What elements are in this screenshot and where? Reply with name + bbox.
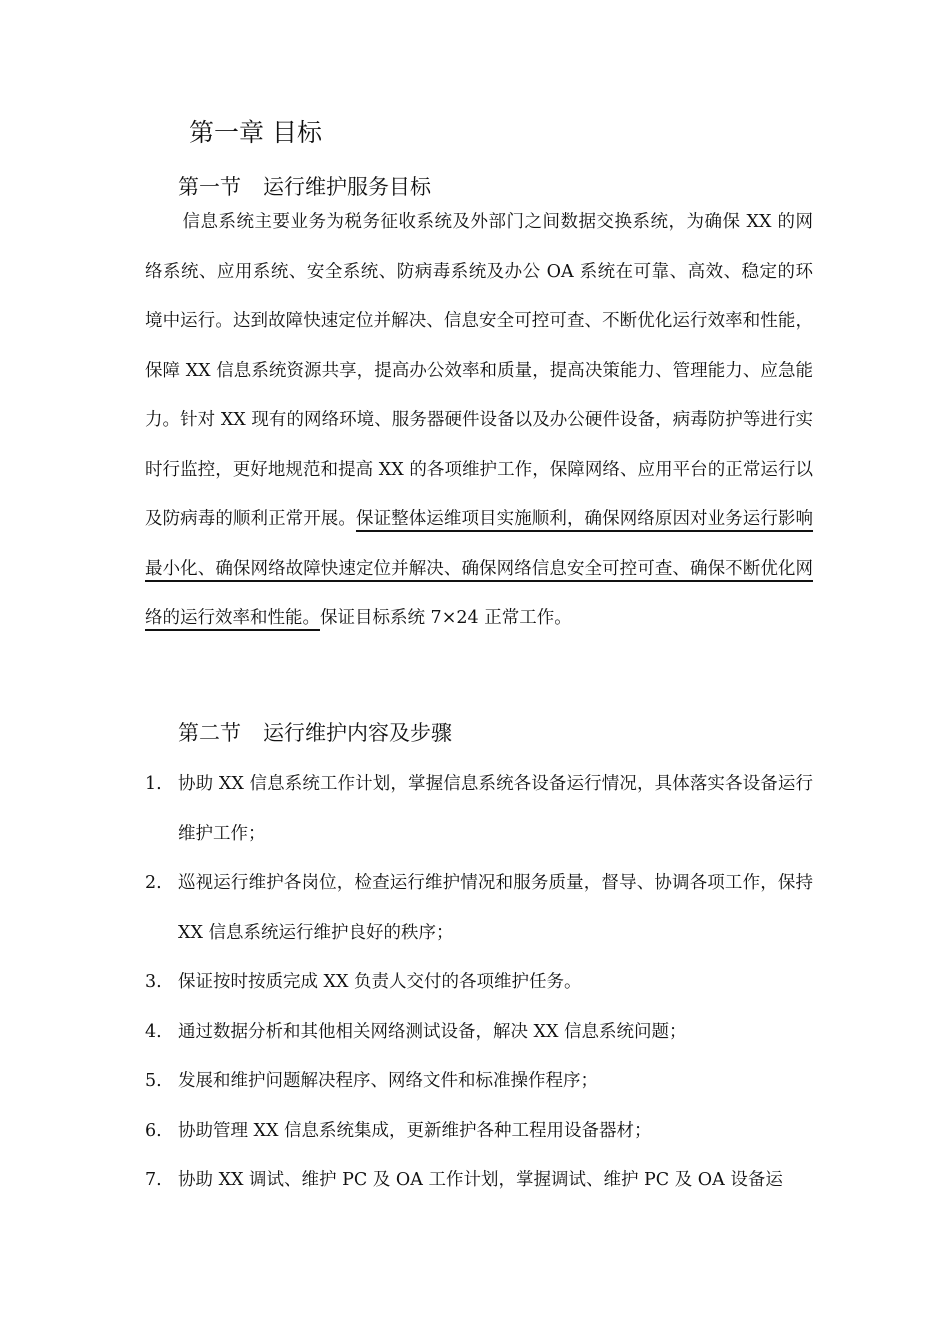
list-item-text: 发展和维护问题解决程序、网络文件和标准操作程序； [178, 1071, 598, 1091]
maintenance-steps-list [145, 760, 813, 1206]
list-item [145, 1107, 813, 1157]
section-1-title: 运行维护服务目标 [263, 175, 431, 199]
list-item-text: 巡视运行维护各岗位，检查运行维护情况和服务质量，督导、协调各项工作，保持 XX 信息系统运行维护良好的秩序； [178, 873, 813, 943]
section-2-heading [178, 716, 452, 750]
list-item-number: 4. [145, 1021, 162, 1042]
list-item-text: 保证按时按质完成 XX 负责人交付的各项维护任务。 [178, 972, 582, 992]
list-item [145, 859, 813, 958]
section-1-number: 第一节 [178, 175, 241, 199]
list-item-number: 1. [145, 774, 162, 794]
list-item-text: 协助管理 XX 信息系统集成，更新维护各种工程用设备器材； [178, 1120, 652, 1141]
list-item-number: 5. [145, 1071, 162, 1091]
chapter-title: 第一章 目标 [189, 118, 322, 147]
list-item-number: 2. [145, 873, 162, 893]
paragraph-text: 信息系统主要业务为税务征收系统及外部门之间数据交换系统，为确保 XX 的网络系统、应用系统、安全系统、防病毒系统及办公 OA 系统在可靠、高效、稳定的环境中运行。达到故障快速定位并解决、信息安全可控可查、不断优化运行效率和性能，保障 XX 信息系统资源共享，提高办公效率和质量，提高决策能力、管理能力、应急能力。针对 XX 现有的网络环境、服务器硬件设备以及办公硬件设备，病毒防护等进行实时行监控，更好地规范和提高 XX 的各项维护工作，保障网络、应用平台的正常运行以及防病毒的顺利正常开展。 [145, 212, 813, 529]
list-item [145, 1156, 813, 1206]
list-item-number: 3. [145, 972, 162, 992]
list-item [145, 958, 813, 1008]
list-item [145, 760, 813, 859]
section-1-paragraph [145, 198, 813, 644]
section-2-number: 第二节 [178, 721, 241, 745]
paragraph-underlined-text: 保证整体运维项目实施顺利，确保网络原因对业务运行影响最小化、确保网络故障快速定位并解决、确保网络信息安全可控可查、确保不断优化网络的运行效率和性能。 [145, 509, 814, 628]
paragraph-closing-text: 保证目标系统 7×24 正常工作。 [320, 608, 572, 628]
list-item-text: 协助 XX 信息系统工作计划，掌握信息系统各设备运行情况，具体落实各设备运行维护工作； [178, 774, 813, 844]
list-item [145, 1008, 813, 1058]
list-item [145, 1057, 813, 1107]
list-item-number: 7. [145, 1170, 162, 1190]
list-item-text: 协助 XX 调试、维护 PC 及 OA 工作计划，掌握调试、维护 PC 及 OA 设备运 [178, 1170, 783, 1190]
section-2-title: 运行维护内容及步骤 [263, 721, 452, 745]
list-item-number: 6. [145, 1120, 162, 1141]
list-item-text: 通过数据分析和其他相关网络测试设备，解决 XX 信息系统问题； [178, 1021, 687, 1042]
